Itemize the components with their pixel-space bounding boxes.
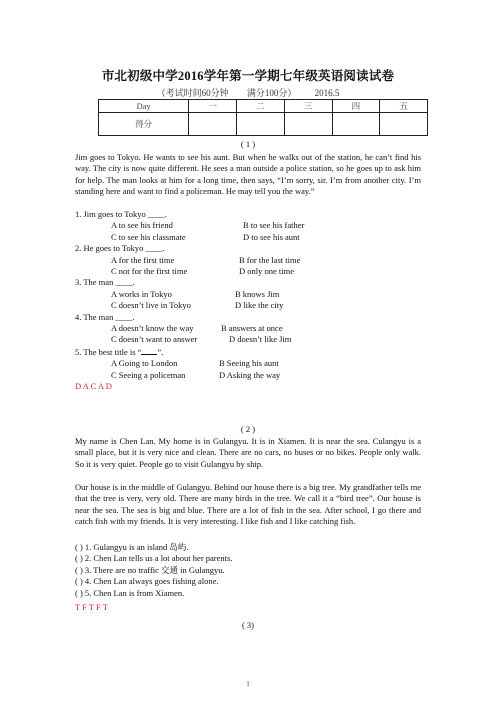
question-4 — [75, 312, 421, 346]
exam-score: 满分100分） — [246, 88, 297, 98]
question-stem: 1. Jim goes to Tokyo ____. — [75, 209, 168, 219]
score-col-3: 三 — [284, 100, 332, 113]
option-a: A Going to London — [111, 358, 178, 369]
score-cell — [284, 113, 332, 136]
score-col-1: 一 — [189, 100, 237, 113]
score-cell — [380, 113, 428, 136]
question-3 — [75, 277, 421, 311]
section-3-label: ( 3) — [241, 620, 255, 630]
score-cell — [237, 113, 285, 136]
statement-4: ( ) 4. Chen Lan always goes fishing alone. — [75, 576, 219, 587]
score-table — [98, 99, 428, 136]
score-col-day: Day — [99, 100, 189, 113]
score-table-row — [99, 113, 428, 136]
section-1-passage: Jim goes to Tokyo. He wants to see his aunt. But when he walks out of the station, he can’t find his way. The city is now quite different. He sees a man outside a police station, so he goes up to ask him for help. The man looks at him for a long time, then says, “I’m sorry, sir. I’m from another city. I’m standing here and want to find a policeman. He may tell you the way.” — [75, 152, 421, 197]
section-2-label: ( 2 ) — [240, 424, 256, 434]
score-table-header — [99, 100, 428, 113]
question-5 — [75, 346, 421, 381]
option-a: A for the first time — [111, 254, 175, 265]
page-number: 1 — [246, 680, 250, 688]
section-2-paragraph-2: Our house is in the middle of Gulangyu. Behind our house there is a big tree. My grandfather tells me that the tree is very, very old. There are many birds in the tree. We call it a “bird tree”. Our house is near the sea. The sea is big and blue. There are a lot of fish in the sea. After school, I go there and catch fish with my friends. It is very interesting. I like fish and I like catching fish. — [75, 482, 421, 527]
statement-1: ( ) 1. Gulangyu is an island 岛屿. — [75, 542, 189, 552]
option-a: A to see his friend — [111, 220, 173, 231]
option-d: D like the city — [235, 300, 284, 311]
page-title: 市北初级中学2016学年第一学期七年级英语阅读试卷 — [101, 69, 395, 83]
section-1-answers: D A C A D — [75, 380, 112, 391]
option-d: D to see his aunt — [243, 231, 300, 242]
option-d: D only one time — [239, 265, 295, 276]
option-a: A works in Tokyo — [111, 288, 172, 299]
option-c: C doesn’t want to answer — [111, 334, 198, 345]
option-b: B Seeing his aunt — [219, 358, 279, 369]
option-b: B for the last time — [239, 254, 301, 265]
question-stem: 3. The man ____. — [75, 277, 135, 288]
statement-2: ( ) 2. Chen Lan tells us a lot about her parents. — [75, 553, 233, 564]
score-col-4: 四 — [332, 100, 380, 113]
statement-3: ( ) 3. There are no traffic 交通 in Gulangyu. — [75, 564, 225, 575]
score-col-2: 二 — [237, 100, 285, 113]
option-a: A doesn’t know the way — [111, 322, 194, 333]
exam-info — [0, 86, 496, 99]
score-col-5: 五 — [380, 100, 428, 113]
exam-date: 2016.5 — [314, 88, 340, 98]
score-row-label: 得分 — [99, 113, 189, 136]
question-2 — [75, 243, 421, 277]
option-b: B answers at once — [221, 322, 283, 333]
question-stem: 5. The best title is “ ”. — [75, 346, 164, 357]
section-1-questions — [75, 209, 421, 392]
score-cell — [332, 113, 380, 136]
option-d: D doesn’t like Jim — [229, 334, 292, 345]
score-cell — [189, 113, 237, 136]
option-d: D Asking the way — [219, 369, 281, 380]
option-c: C Seeing a policeman — [111, 369, 186, 380]
option-c: C to see his classmate — [111, 231, 186, 242]
section-2-paragraph-1: My name is Chen Lan. My home is in Gulangyu. It is in Xiamen. It is near the sea. Culangyu is a small place, but it is very nice and clean. There are no cars, no buses or no bikes. People only walk. So it is very quiet. People go to visit Gulangyu by ship. — [75, 436, 421, 469]
exam-time: （考试时间60分钟 — [156, 88, 229, 98]
option-b: B knows Jim — [235, 288, 280, 299]
statement-5: ( ) 5. Chen Lan is from Xiamen. — [75, 587, 185, 598]
section-2-statements — [75, 542, 421, 613]
option-c: C not for the first time — [111, 265, 188, 276]
option-c: C doesn’t live in Tokyo — [111, 300, 191, 311]
question-stem: 2. He goes to Tokyo ____. — [75, 243, 165, 254]
question-1 — [75, 209, 421, 243]
answer-blank — [141, 346, 157, 355]
section-1-label: ( 1 ) — [240, 139, 256, 149]
question-stem: 4. The man ____. — [75, 311, 135, 322]
option-b: B to see his father — [243, 220, 305, 231]
section-2-answers: T F T F T — [75, 602, 108, 613]
